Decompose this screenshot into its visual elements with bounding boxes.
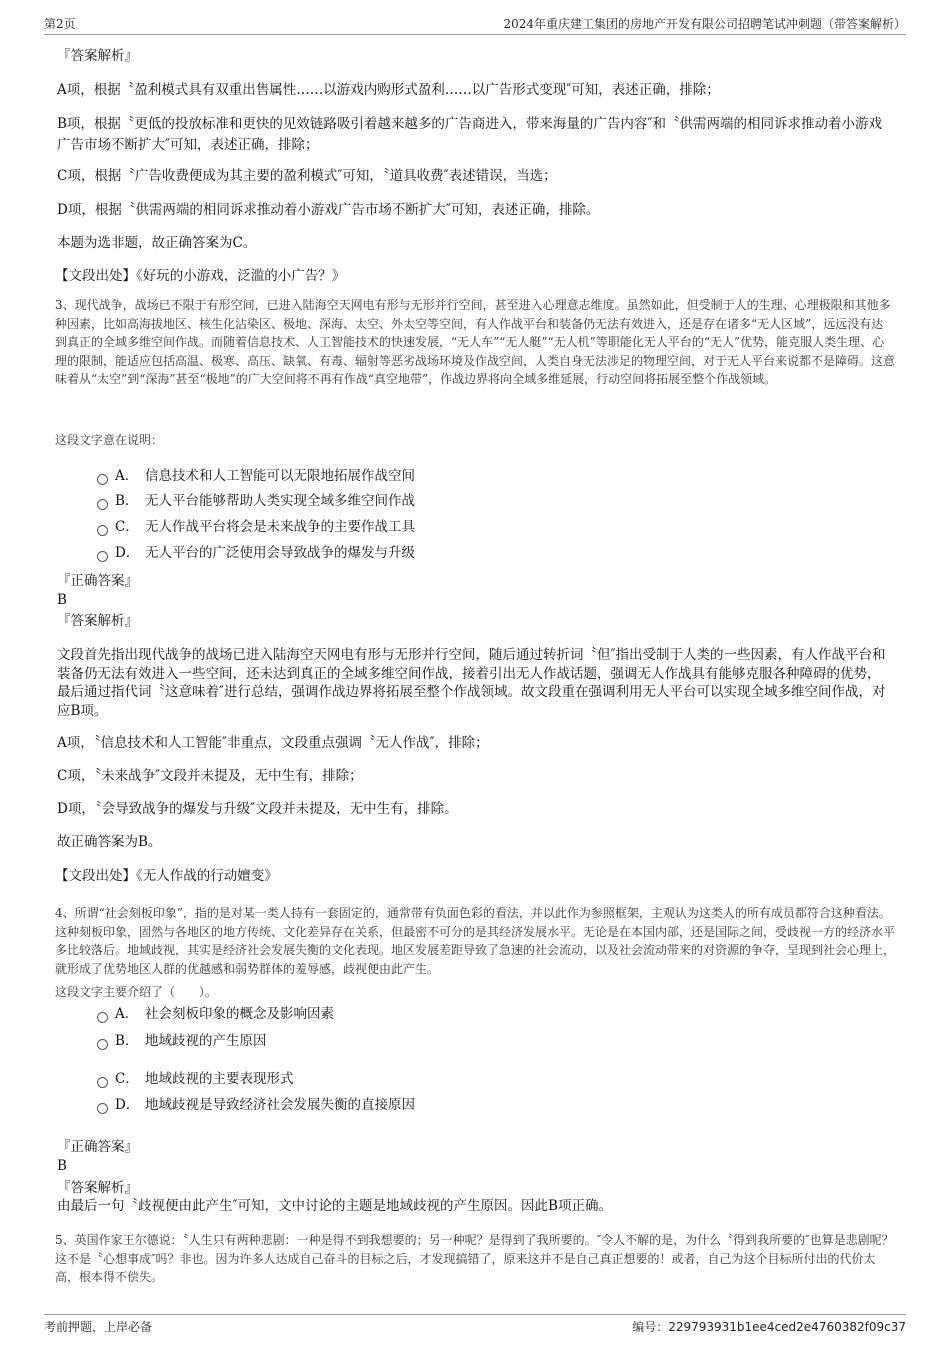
- radio-icon[interactable]: [97, 474, 108, 485]
- q5-stem: 5、英国作家王尔德说：〝人生只有两种悲剧：一种是得不到我想要的；另一种呢？是得到了我所要的。″令人不解的是，为什么〝得到我所要的″也算是悲剧呢？这不是〝心想事成″吗？非也。因为许多人达成自己奋斗的目标之后，才发现搞错了，原来这并不是自己真正想要的！或者，自己为这个目标所付出的代价太高，根本得不偿失。: [55, 1233, 894, 1284]
- q3-option-d[interactable]: D． 无人平台的广泛使用会导致战争的爆发与升级: [97, 543, 415, 563]
- radio-icon[interactable]: [97, 1039, 108, 1050]
- q2-analysis-label: 『答案解析』: [57, 48, 138, 64]
- q4-analysis-label: 『答案解析』: [57, 1180, 138, 1196]
- q3-source: 【文段出处】《无人作战的行动嬗变》: [55, 868, 278, 884]
- footer-slogan: 考前押题，上岸必备: [44, 1320, 153, 1334]
- q2-analysis-d: D项，根据〝供需两端的相同诉求推动着小游戏广告市场不断扩大″可知，表述正确，排除。: [57, 202, 600, 218]
- q2-source: 【文段出处】《好玩的小游戏，泛滥的小广告？》: [55, 268, 346, 284]
- q3-conclusion: 故正确答案为B。: [57, 834, 162, 850]
- radio-icon[interactable]: [97, 1103, 108, 1114]
- q2-analysis-b: B项，根据〝更低的投放标准和更快的见效链路吸引着越来越多的广告商进入，带来海量的广告内容″和〝供需两端的相同诉求推动着小游戏广告市场不断扩大″可知，表述正确，排除；: [57, 116, 882, 153]
- q3-answer-label: 『正确答案』: [57, 573, 138, 589]
- q4-stem: 4、所谓“社会刻板印象”，指的是对某一类人持有一套固定的，通常带有负面色彩的看法，并以此作为参照框架，主观认为这类人的所有成员都符合这种看法。这种刻板印象，固然与各地区的地方传统、文化差异存在关系，但最密不可分的是其经济发展水平。无论是在本国内部，还是国际之间，受歧视一方的经济水平多比较落后。地域歧视，其实是经济社会发展失衡的文化表现。地区发展差距导致了急速的社会流动，以及社会流动带来的对资源的争夺，呈现到社会心理上，就形成了优势地区人群的优越感和弱势群体的羞辱感，歧视便由此产生。: [55, 906, 896, 976]
- q3-option-b[interactable]: B． 无人平台能够帮助人类实现全域多维空间作战: [97, 491, 415, 511]
- q4-analysis: 由最后一句〝歧视便由此产生″可知，文中讨论的主题是地域歧视的产生原因。因此B项正确。: [57, 1198, 612, 1214]
- q3-analysis-c: C项，〝未来战争″文段并未提及，无中生有，排除；: [57, 768, 363, 784]
- q4-option-d[interactable]: D． 地域歧视是导致经济社会发展失衡的直接原因: [97, 1095, 415, 1115]
- radio-icon[interactable]: [97, 499, 108, 510]
- radio-icon[interactable]: [97, 551, 108, 562]
- radio-icon[interactable]: [97, 1077, 108, 1088]
- q2-analysis-c: C项，根据〝广告收费便成为其主要的盈利模式″可知，〝道具收费″表述错误，当选；: [57, 168, 557, 184]
- footer-code-label: 编号：: [632, 1320, 669, 1334]
- q3-analysis-label: 『答案解析』: [57, 613, 138, 629]
- q4-answer-label: 『正确答案』: [57, 1139, 138, 1155]
- page-footer: [44, 1314, 906, 1334]
- q4-answer: B: [57, 1158, 67, 1174]
- page-header: [44, 12, 906, 35]
- q4-option-a[interactable]: A． 社会刻板印象的概念及影响因素: [97, 1004, 334, 1024]
- q3-prompt: 这段文字意在说明：: [55, 433, 164, 447]
- footer-code-value: 229793931b1ee4ced2e4760382f09c37: [668, 1320, 906, 1334]
- radio-icon[interactable]: [97, 525, 108, 536]
- q3-analysis-a: A项，〝信息技术和人工智能″非重点，文段重点强调〝无人作战″，排除；: [57, 735, 489, 751]
- q2-analysis-a: A项，根据〝盈利模式具有双重出售属性……以游戏内购形式盈利……以广告形式变现″可知，表述正确，排除；: [57, 82, 720, 98]
- q4-prompt: 这段文字主要介绍了（ ）。: [55, 985, 218, 999]
- radio-icon[interactable]: [97, 1012, 108, 1023]
- q3-option-a[interactable]: A． 信息技术和人工智能可以无限地拓展作战空间: [97, 466, 415, 486]
- footer-code: [632, 1318, 906, 1335]
- q4-option-c[interactable]: C． 地域歧视的主要表现形式: [97, 1069, 294, 1089]
- q3-analysis-d: D项，〝会导致战争的爆发与升级″文段并未提及，无中生有，排除。: [57, 801, 458, 817]
- q3-stem: 3、现代战争，战场已不限于有形空间，已进入陆海空天网电有形与无形并行空间，甚至进入心理意志维度。虽然如此，但受制于人的生理、心理极限和其他多种因素，比如高海拔地区、核生化沾染区、极地、深海、太空、外太空等空间，有人作战平台和装备仍无法有效进入，还是存在诸多“无人区域”，远远没有达到真正的全域多维空间作战。而随着信息技术、人工智能技术的快速发展，“无人车”“无人艇”“无人机”等职能化无人平台的“无人”优势，能克服人类生理、心理的限制，能适应包括高温、极寒、高压、缺氧、有毒、辐射等恶劣战场环境及作战空间，人类自身无法涉足的物理空间，对于无人平台来说都不是障碍。这意味着从“太空”到“深海”甚至“极地”的广大空间将不再有作战“真空地带”，作战边界将向全域多维延展，行动空间将拓展至整个作战领域。: [55, 298, 896, 386]
- q4-option-b[interactable]: B． 地域歧视的产生原因: [97, 1031, 267, 1051]
- q3-analysis: 文段首先指出现代战争的战场已进入陆海空天网电有形与无形并行空间，随后通过转折词〝但″指出受制于人类的一些因素，有人作战平台和装备仍无法有效进入一些空间，还未达到真正的全域多维空间作战，接着引出无人作战话题，强调无人作战具有能够克服各种障碍的优势，最后通过指代词〝这意味着″进行总结，强调作战边界将拓展至整个作战领域。故文段重在强调利用无人平台可以实现全域多维空间作战，对应B项。: [57, 647, 886, 719]
- q3-answer: B: [57, 592, 67, 608]
- document-title: 2024年重庆建工集团的房地产开发有限公司招聘笔试冲刺题（带答案解析）: [503, 17, 906, 31]
- q2-conclusion: 本题为选非题，故正确答案为C。: [57, 235, 257, 251]
- page-number: 第2页: [44, 17, 76, 31]
- q3-option-c[interactable]: C． 无人作战平台将会是未来战争的主要作战工具: [97, 517, 415, 537]
